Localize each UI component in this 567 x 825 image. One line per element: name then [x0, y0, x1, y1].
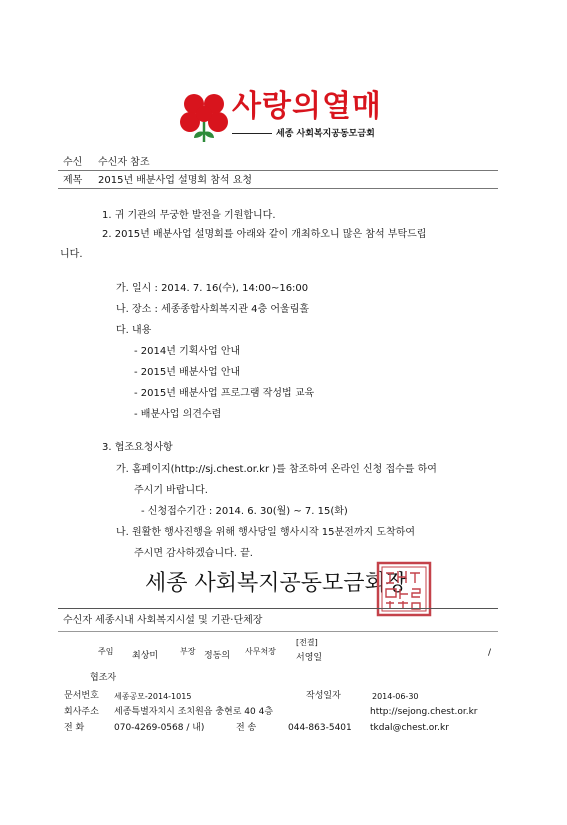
paragraph-2-line-2: 니다.	[60, 249, 83, 260]
content-sub-4: - 배분사업 의견수렴	[134, 409, 222, 420]
email-link[interactable]: tkdal@chest.or.kr	[370, 723, 449, 733]
request-period: - 신청접수기간 : 2014. 6. 30(월) ~ 7. 15(화)	[141, 506, 348, 517]
fax-value: 044-863-5401	[288, 723, 352, 733]
item-date: 가. 일시 : 2014. 7. 16(수), 14:00~16:00	[116, 283, 309, 294]
approval-position-2: 부장	[180, 647, 196, 656]
approval-signer-2: 정동의	[204, 651, 231, 661]
logo-subtext: 세종 사회복지공동모금회	[276, 129, 375, 139]
cooperator-label: 협조자	[90, 673, 117, 683]
approval-signer-3: 서영일	[296, 653, 323, 663]
approval-delegation: [전결]	[296, 638, 318, 647]
website-link[interactable]: http://sejong.chest.or.kr	[370, 707, 478, 717]
request-na-line-1: 나. 원활한 행사진행을 위해 행사당일 행사시작 15분전까지 도착하여	[116, 527, 415, 538]
docnum-value: 세종공모-2014-1015	[114, 692, 192, 701]
subject-value: 2015년 배분사업 설명회 참석 요청	[98, 175, 253, 186]
phone-value: 070-4269-0568 / 내)	[114, 723, 205, 733]
paragraph-2-line-1: 2. 2015년 배분사업 설명회를 아래와 같이 개최하오니 많은 참석 부탁드립	[102, 229, 427, 240]
approval-signer-1: 최상미	[132, 651, 159, 661]
content-sub-2: - 2015년 배분사업 안내	[134, 367, 241, 378]
logo	[180, 90, 400, 150]
content-sub-3: - 2015년 배분사업 프로그램 작성법 교육	[134, 388, 315, 399]
sender-divider	[58, 608, 498, 609]
recipients-divider	[58, 631, 498, 632]
date-label: 작성일자	[306, 691, 341, 701]
docnum-label: 문서번호	[64, 691, 99, 701]
sender-name: 세종 사회복지공동모금회장	[145, 571, 408, 596]
item-content: 다. 내용	[116, 325, 152, 336]
meta-divider	[58, 170, 498, 171]
request-ga-line-2: 주시기 바랍니다.	[134, 485, 208, 496]
paragraph-1: 1. 귀 기관의 무궁한 발전을 기원합니다.	[102, 210, 276, 221]
request-na-line-2: 주시면 감사하겠습니다. 끝.	[134, 548, 253, 559]
love-fruit-icon	[180, 92, 228, 144]
request-ga-line-1: 가. 홈페이지(http://sj.chest.or.kr )를 참조하여 온라인 신청 접수를 하여	[116, 464, 437, 475]
subject-divider	[58, 188, 498, 189]
paragraph-3: 3. 협조요청사항	[102, 442, 173, 453]
subject-label: 제목	[63, 175, 83, 186]
recipient-label: 수신	[63, 157, 83, 168]
date-value: 2014-06-30	[372, 692, 419, 701]
recipient-value: 수신자 참조	[98, 157, 150, 168]
approval-position-3: 사무처장	[245, 647, 276, 656]
approval-position-1: 주임	[98, 647, 114, 656]
logo-text: 사랑의열매	[232, 89, 382, 124]
item-place: 나. 장소 : 세종종합사회복지관 4층 어울림홀	[116, 304, 310, 315]
approval-slash: /	[488, 648, 492, 658]
address-label: 회사주소	[64, 707, 99, 717]
fax-label: 전 송	[236, 723, 257, 733]
phone-label: 전 화	[64, 723, 85, 733]
recipients-line: 수신자 세종시내 사회복지시설 및 기관·단체장	[63, 615, 263, 626]
content-sub-1: - 2014년 기획사업 안내	[134, 346, 241, 357]
address-value: 세종특별자치시 조치원읍 충현로 40 4층	[114, 707, 274, 717]
